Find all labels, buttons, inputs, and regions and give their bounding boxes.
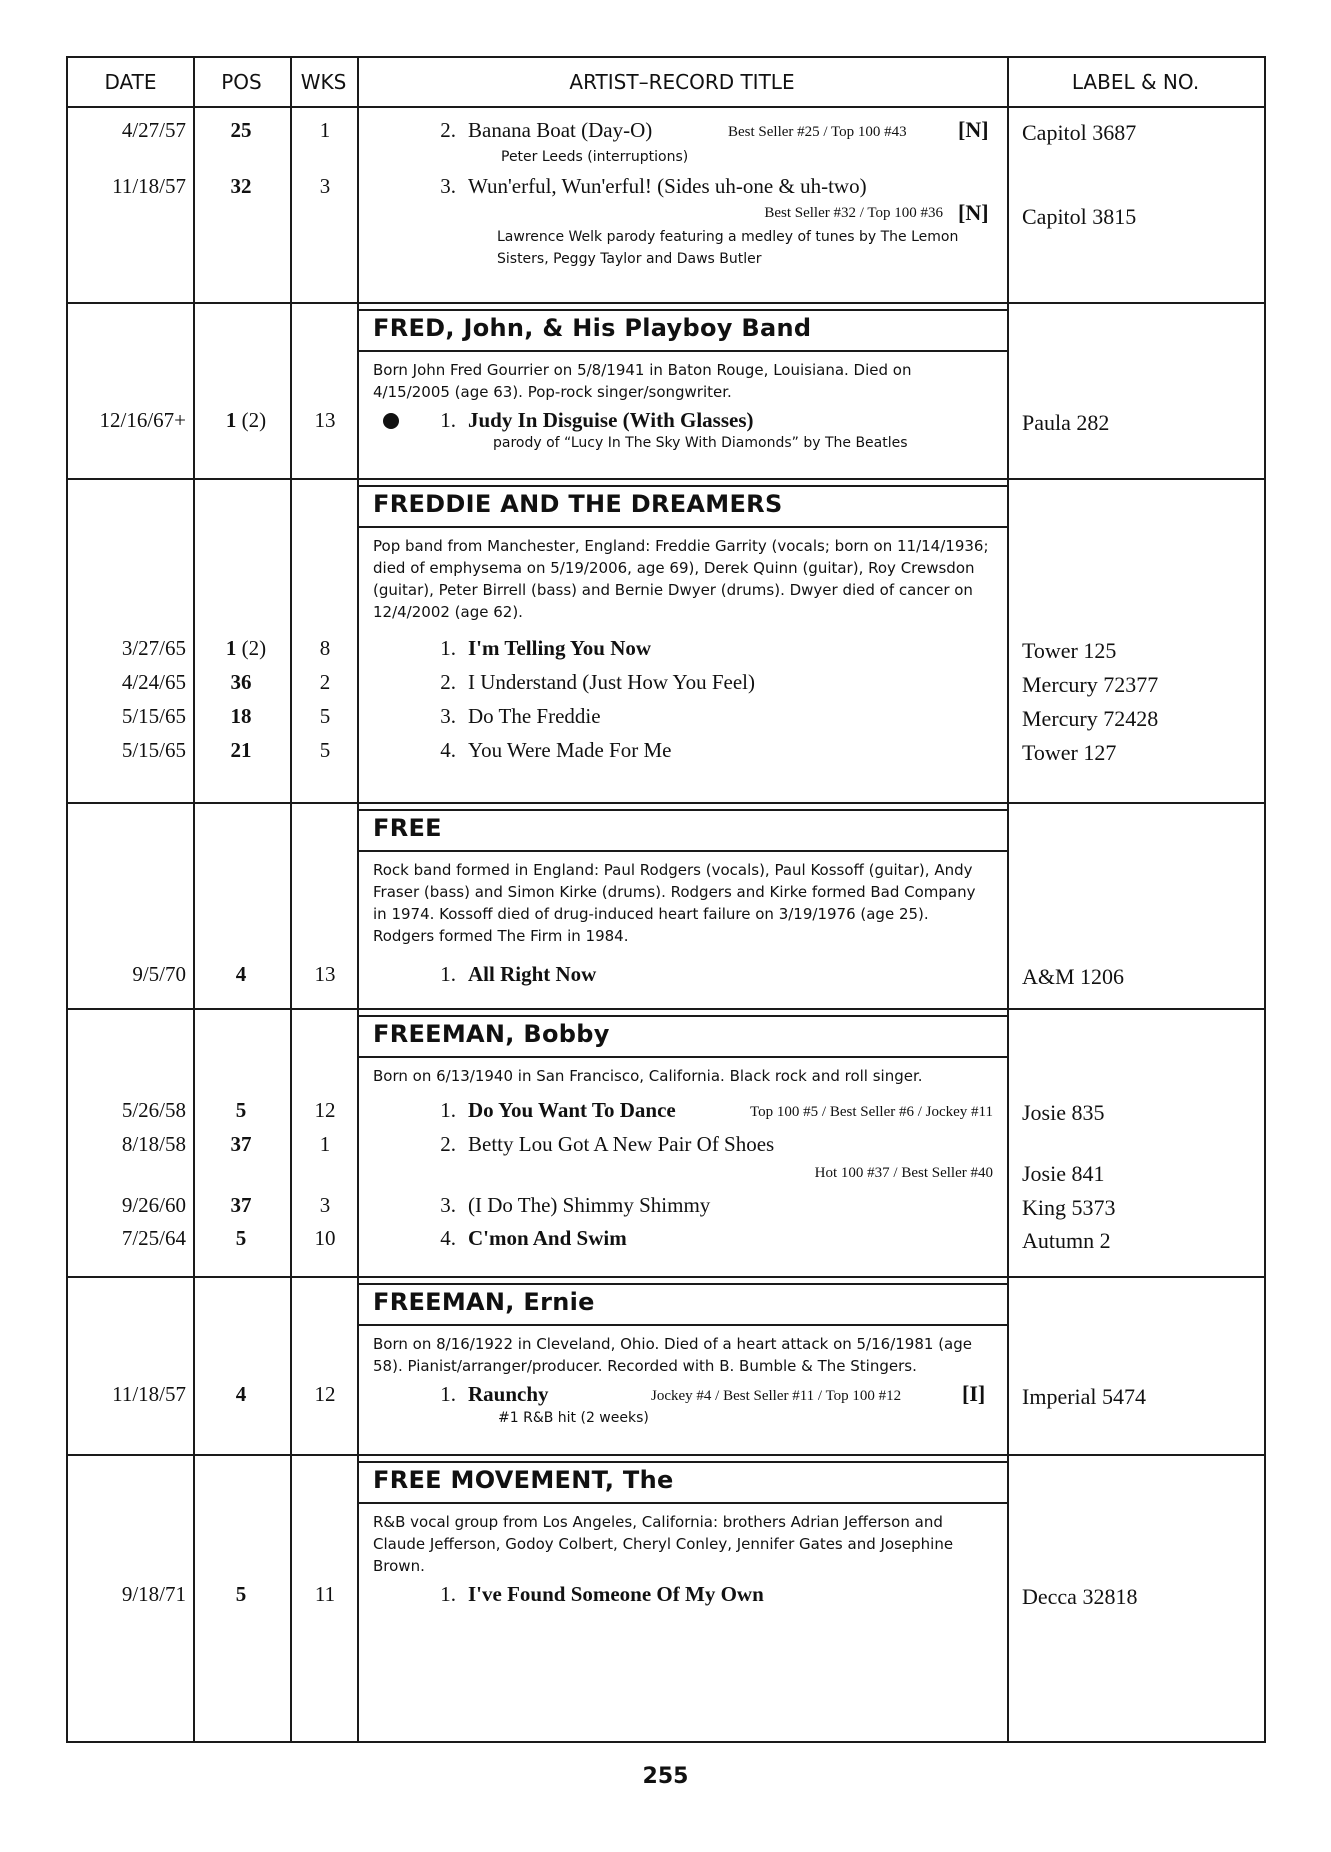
date-cell: 5/15/65 [121,738,186,762]
pos-value: 1 [225,408,237,432]
artist-name: FREE [373,814,442,842]
gold-record-bullet-icon [383,413,399,429]
label-cell: Autumn 2 [1022,1228,1111,1253]
pos-cell: 5 [235,1582,247,1606]
wks-cell: 11 [314,1582,336,1606]
record-title: C'mon And Swim [468,1226,627,1250]
record-title: (I Do The) Shimmy Shimmy [468,1193,711,1217]
pos-value: 1 [225,636,237,660]
artist-box-top [357,309,1009,311]
track-number: 1. [440,408,456,432]
date-cell: 12/16/67+ [99,408,186,432]
novelty-flag: [N] [958,117,989,142]
track-number: 1. [440,1382,456,1406]
record-title: You Were Made For Me [468,738,672,762]
record-note: Lawrence Welk parody featuring a medley of tunes by The Lemon [497,229,959,245]
record-note: #1 R&B hit (2 weeks) [498,1410,649,1426]
pos-cell: 5 [235,1226,247,1250]
record-title: I'm Telling You Now [468,636,652,660]
section-divider [68,478,1264,480]
label-cell: Paula 282 [1022,410,1110,435]
header-wks: WKS [300,70,347,94]
date-cell: 9/26/60 [121,1193,186,1217]
pos-cell: 25 [230,118,252,142]
pos-cell [211,636,281,661]
col-divider [193,58,195,1741]
section-divider [68,1008,1264,1010]
artist-underline [357,1056,1007,1058]
chart-positions: Jockey #4 / Best Seller #11 / Top 100 #12 [651,1388,902,1404]
artist-bio: Born John Fred Gourrier on 5/8/1941 in Baton Rouge, Louisiana. Died on 4/15/2005 (age 63). Pop-rock singer/songwriter. [373,361,912,401]
wks-cell: 2 [319,670,331,694]
artist-bio: Pop band from Manchester, England: Freddie Garrity (vocals; born on 11/14/1936; died of emphysema on 5/19/2006, age 69), Derek Quinn (guitar), Roy Crewsdon (guitar), Peter Birrell (bass) and Bernie Dwyer (drums). Dwyer died of cancer on 12/4/2002 (age 62). [373,537,989,621]
artist-name: FREEMAN, Bobby [373,1020,610,1048]
instrumental-flag: [I] [962,1381,986,1406]
weeks-at-peak: (2) [241,408,267,432]
pos-cell: 18 [230,704,252,728]
artist-name: FREE MOVEMENT, The [373,1466,674,1494]
pos-cell: 21 [230,738,252,762]
wks-cell: 1 [319,1132,331,1156]
track-number: 2. [440,670,456,694]
track-number: 1. [440,1582,456,1606]
artist-underline [357,526,1007,528]
artist-name: FREDDIE AND THE DREAMERS [373,490,783,518]
date-cell: 9/5/70 [132,962,186,986]
header-artist-title: ARTIST–RECORD TITLE [569,70,795,94]
record-note: Peter Leeds (interruptions) [501,149,689,165]
date-cell: 3/27/65 [121,636,186,660]
date-cell: 11/18/57 [112,174,186,198]
record-title: Judy In Disguise (With Glasses) [468,408,754,432]
artist-box-top [357,485,1007,487]
pos-cell: 4 [235,962,247,986]
artist-underline [357,1502,1007,1504]
section-divider [68,802,1264,804]
artist-name: FREEMAN, Ernie [373,1288,595,1316]
date-cell: 4/27/57 [121,118,186,142]
record-title: All Right Now [468,962,597,986]
section-divider [68,302,1264,304]
pos-cell: 5 [235,1098,247,1122]
col-divider [290,58,292,1741]
pos-cell: 32 [230,174,252,198]
novelty-flag: [N] [958,200,989,225]
track-number: 2. [440,1132,456,1156]
pos-cell: 37 [230,1132,252,1156]
record-title: Do The Freddie [468,704,601,728]
artist-underline [357,350,1007,352]
wks-cell: 5 [319,738,331,762]
record-title: I Understand (Just How You Feel) [468,670,755,694]
wks-cell: 1 [319,118,331,142]
wks-cell: 5 [319,704,331,728]
wks-cell: 3 [319,1193,331,1217]
artist-underline [357,850,1007,852]
artist-bio: R&B vocal group from Los Angeles, California: brothers Adrian Jefferson and Claude Jefferson, Godoy Colbert, Cheryl Conley, Jennifer Gates and Josephine Brown. [373,1513,954,1575]
section-divider [68,1276,1264,1278]
pos-cell: 4 [235,1382,247,1406]
date-cell: 9/18/71 [121,1582,186,1606]
wks-cell: 8 [319,636,331,660]
pos-cell [211,408,281,433]
label-cell: Imperial 5474 [1022,1384,1147,1409]
wks-cell: 12 [314,1098,336,1122]
track-number: 1. [440,962,456,986]
record-title: Betty Lou Got A New Pair Of Shoes [468,1132,775,1156]
label-cell: Tower 125 [1022,638,1117,663]
date-cell: 11/18/57 [112,1382,186,1406]
chart-positions: Best Seller #25 / Top 100 #43 [728,124,907,140]
track-number: 1. [440,1098,456,1122]
pos-cell: 36 [230,670,252,694]
artist-box-top [357,1461,1007,1463]
wks-cell: 12 [314,1382,336,1406]
artist-bio: Born on 8/16/1922 in Cleveland, Ohio. Died of a heart attack on 5/16/1981 (age 58). Pianist/arranger/producer. Recorded with B. Bumble & The Stingers. [373,1335,972,1375]
record-note: Sisters, Peggy Taylor and Daws Butler [497,251,762,267]
date-cell: 7/25/64 [121,1226,186,1250]
artist-bio: Rock band formed in England: Paul Rodgers (vocals), Paul Kossoff (guitar), Andy Fraser (bass) and Simon Kirke (drums). Rodgers and Kirke formed Bad Company in 1974. Kossoff died of drug-induced heart failure on 3/19/1976 (age 25). Rodgers formed The Firm in 1984. [373,861,976,945]
pos-cell: 37 [230,1193,252,1217]
date-cell: 5/15/65 [121,704,186,728]
record-title: Do You Want To Dance [468,1098,676,1122]
label-cell: A&M 1206 [1022,964,1125,989]
label-cell: Capitol 3815 [1022,204,1137,229]
label-cell: Capitol 3687 [1022,120,1137,145]
track-number: 3. [440,704,456,728]
label-cell: Mercury 72377 [1022,672,1159,697]
section-divider [68,1454,1264,1456]
artist-name: FRED, John, & His Playboy Band [373,314,812,342]
track-number: 4. [440,738,456,762]
header-pos: POS [221,70,262,94]
date-cell: 4/24/65 [121,670,186,694]
track-number: 2. [440,118,456,142]
chart-positions: Top 100 #5 / Best Seller #6 / Jockey #11 [750,1104,993,1120]
record-note: parody of “Lucy In The Sky With Diamonds” by The Beatles [493,435,908,451]
artist-box-top [357,1283,1007,1285]
record-title: I've Found Someone Of My Own [468,1582,764,1606]
label-cell: Josie 835 [1022,1100,1105,1125]
date-cell: 8/18/58 [121,1132,186,1156]
record-title: Raunchy [468,1382,549,1406]
track-number: 3. [440,174,456,198]
artist-box-top [357,809,1007,811]
page-number: 255 [642,1764,689,1789]
label-cell: Josie 841 [1022,1161,1105,1186]
artist-box-top [357,1015,1007,1017]
label-cell: King 5373 [1022,1195,1116,1220]
label-cell: Mercury 72428 [1022,706,1159,731]
track-number: 3. [440,1193,456,1217]
chart-table [66,56,1266,1743]
header-date: DATE [104,70,157,94]
weeks-at-peak: (2) [241,636,267,660]
wks-cell: 13 [314,962,336,986]
chart-positions: Best Seller #32 / Top 100 #36 [764,205,943,221]
header-divider [68,106,1264,108]
label-cell: Tower 127 [1022,740,1117,765]
artist-underline [357,1324,1007,1326]
header-label: LABEL & NO. [1071,70,1200,94]
wks-cell: 10 [314,1226,336,1250]
track-number: 4. [440,1226,456,1250]
date-cell: 5/26/58 [121,1098,186,1122]
track-number: 1. [440,636,456,660]
artist-bio: Born on 6/13/1940 in San Francisco, California. Black rock and roll singer. [373,1067,923,1085]
record-title: Wun'erful, Wun'erful! (Sides uh-one & uh-two) [468,174,867,198]
wks-cell: 3 [319,174,331,198]
label-cell: Decca 32818 [1022,1584,1138,1609]
record-title: Banana Boat (Day-O) [468,118,653,142]
wks-cell: 13 [314,408,336,432]
chart-positions: Hot 100 #37 / Best Seller #40 [814,1165,993,1181]
